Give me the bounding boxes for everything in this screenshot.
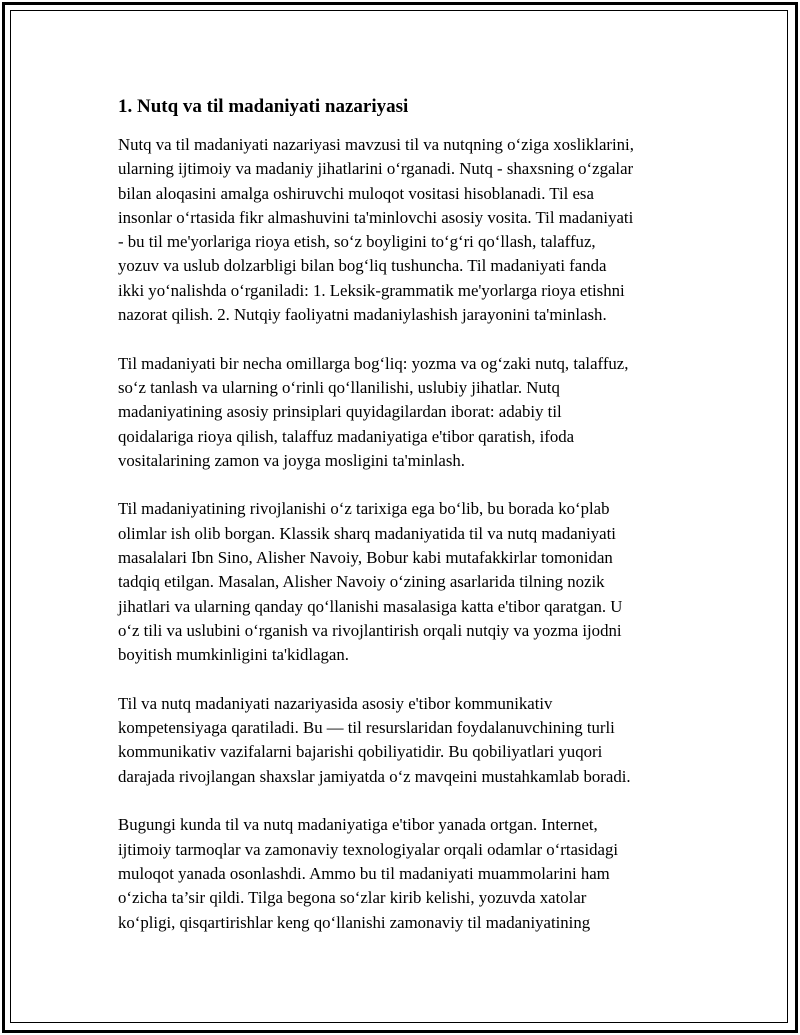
- text-line: - bu til me'yorlariga rioya etish, so‘z boyligini to‘g‘ri qo‘llash, talaffuz,: [118, 232, 596, 252]
- text-line: Bugungi kunda til va nutq madaniyatiga e'tibor yanada ortgan. Internet,: [118, 815, 598, 835]
- text-line: masalalari Ibn Sino, Alisher Navoiy, Bobur kabi mutafakkirlar tomonidan: [118, 548, 613, 568]
- text-line: Til madaniyati bir necha omillarga bog‘liq: yozma va og‘zaki nutq, talaffuz,: [118, 353, 629, 373]
- text-line: nazorat qilish. 2. Nutqiy faoliyatni madaniylashish jarayonini ta'minlash.: [118, 305, 607, 325]
- text-line: o‘zicha ta’sir qildi. Tilga begona so‘zlar kirib kelishi, yozuvda xatolar: [118, 888, 587, 908]
- text-line: o‘z tili va uslubini o‘rganish va rivojlantirish orqali nutqiy va yozma ijodni: [118, 620, 622, 640]
- document-body: [118, 94, 684, 959]
- text-line: muloqot yanada osonlashdi. Ammo bu til madaniyati muammolarini ham: [118, 863, 610, 883]
- text-line: ko‘pligi, qisqartirishlar keng qo‘llanishi zamonaviy til madaniyatining: [118, 912, 591, 932]
- paragraph-1: [118, 133, 684, 327]
- text-line: Til va nutq madaniyati nazariyasida asosiy e'tibor kommunikativ: [118, 693, 553, 713]
- text-line: ikki yo‘nalishda o‘rganiladi: 1. Leksik-grammatik me'yorlarga rioya etishni: [118, 280, 625, 300]
- text-line: jihatlari va ularning qanday qo‘llanishi masalasiga katta e'tibor qaratgan. U: [118, 596, 623, 616]
- text-line: tadqiq etilgan. Masalan, Alisher Navoiy o‘zining asarlarida tilning nozik: [118, 572, 605, 592]
- text-line: so‘z tanlash va ularning o‘rinli qo‘llanilishi, uslubiy jihatlar. Nutq: [118, 377, 560, 397]
- text-line: yozuv va uslub dolzarbligi bilan bog‘liq tushuncha. Til madaniyati fanda: [118, 256, 607, 276]
- paragraph-3: [118, 497, 684, 667]
- text-line: Til madaniyatining rivojlanishi o‘z tarixiga ega bo‘lib, bu borada ko‘plab: [118, 499, 610, 519]
- text-line: kommunikativ vazifalarni bajarishi qobiliyatidir. Bu qobiliyatlari yuqori: [118, 742, 603, 762]
- text-line: vositalarining zamon va joyga mosligini ta'minlash.: [118, 450, 465, 470]
- text-line: ijtimoiy tarmoqlar va zamonaviy texnologiyalar orqali odamlar o‘rtasidagi: [118, 839, 619, 859]
- text-line: madaniyatining asosiy prinsiplari quyidagilardan iborat: adabiy til: [118, 402, 562, 422]
- text-line: darajada rivojlangan shaxslar jamiyatda o‘z mavqeini mustahkamlab boradi.: [118, 766, 631, 786]
- text-line: qoidalariga rioya qilish, talaffuz madaniyatiga e'tibor qaratish, ifoda: [118, 426, 575, 446]
- section-title: 1. Nutq va til madaniyati nazariyasi: [118, 96, 409, 117]
- text-line: olimlar ish olib borgan. Klassik sharq madaniyatida til va nutq madaniyati: [118, 523, 616, 543]
- text-line: insonlar o‘rtasida fikr almashuvini ta'minlovchi asosiy vosita. Til madaniyati: [118, 207, 634, 227]
- text-line: Nutq va til madaniyati nazariyasi mavzusi til va nutqning o‘ziga xosliklarini,: [118, 135, 634, 154]
- text-line: boyitish mumkinligini ta'kidlagan.: [118, 645, 349, 665]
- paragraph-5: [118, 813, 684, 934]
- paragraph-2: [118, 352, 684, 473]
- text-line: ularning ijtimoiy va madaniy jihatlarini o‘rganadi. Nutq - shaxsning o‘zgalar: [118, 159, 634, 179]
- text-line: kompetensiyaga qaratiladi. Bu — til resurslaridan foydalanuvchining turli: [118, 718, 615, 738]
- paragraph-4: [118, 692, 684, 789]
- text-line: bilan aloqasini amalga oshiruvchi muloqot vositasi hisoblanadi. Til esa: [118, 183, 594, 203]
